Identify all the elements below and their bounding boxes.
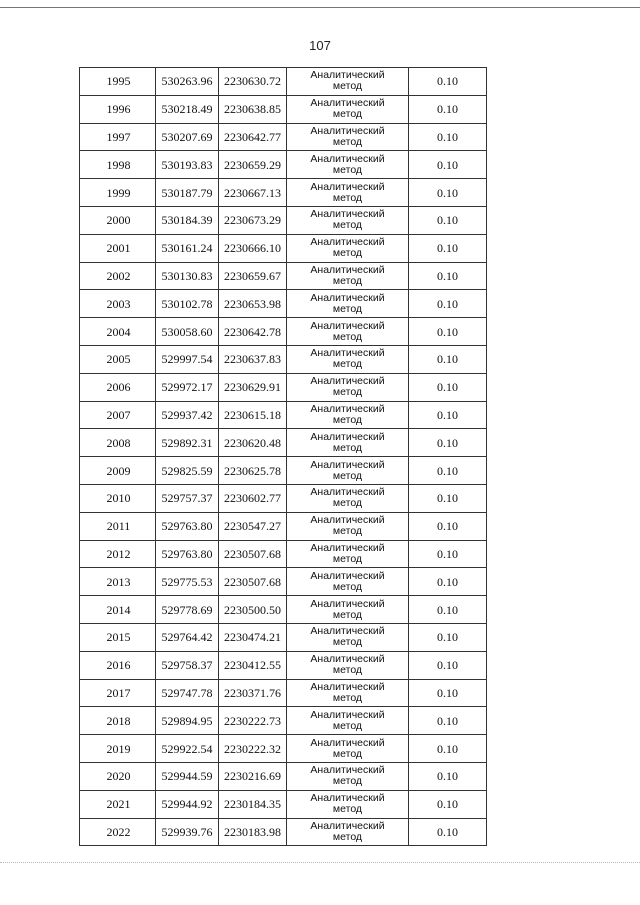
y-coordinate-cell: 2230184.35 <box>219 790 287 818</box>
method-label-line-2: метод <box>332 386 363 399</box>
x-coordinate-cell: 529778.69 <box>156 596 219 624</box>
accuracy-cell: 0.10 <box>409 429 487 457</box>
accuracy-cell: 0.10 <box>409 95 487 123</box>
accuracy-cell: 0.10 <box>409 457 487 485</box>
accuracy-cell: 0.10 <box>409 484 487 512</box>
point-number-cell: 2011 <box>80 512 156 540</box>
method-label-line-1: Аналитический <box>310 653 385 666</box>
method-cell <box>287 735 409 763</box>
point-number-cell: 2012 <box>80 540 156 568</box>
method-cell <box>287 206 409 234</box>
page-number: 107 <box>309 38 331 53</box>
table-row <box>80 206 487 234</box>
point-number-cell: 2013 <box>80 568 156 596</box>
table-row <box>80 818 487 846</box>
method-label-line-1: Аналитический <box>310 708 385 721</box>
method-cell <box>287 484 409 512</box>
method-label-line-1: Аналитический <box>310 458 385 471</box>
table-row <box>80 568 487 596</box>
method-cell <box>287 540 409 568</box>
point-number-cell: 1996 <box>80 95 156 123</box>
point-number-cell: 2009 <box>80 457 156 485</box>
method-label-line-2: метод <box>332 497 363 510</box>
y-coordinate-cell: 2230507.68 <box>219 568 287 596</box>
method-cell <box>287 234 409 262</box>
point-number-cell: 1997 <box>80 123 156 151</box>
method-label-line-1: Аналитический <box>310 236 385 249</box>
method-label-line-2: метод <box>332 691 363 704</box>
point-number-cell: 2015 <box>80 623 156 651</box>
point-number-cell: 2008 <box>80 429 156 457</box>
accuracy-cell: 0.10 <box>409 512 487 540</box>
table-row <box>80 735 487 763</box>
point-number-cell: 2003 <box>80 290 156 318</box>
method-cell <box>287 679 409 707</box>
method-cell <box>287 401 409 429</box>
table-row <box>80 512 487 540</box>
accuracy-cell: 0.10 <box>409 262 487 290</box>
method-label-line-2: метод <box>332 775 363 788</box>
y-coordinate-cell: 2230222.73 <box>219 707 287 735</box>
method-label-line-1: Аналитический <box>310 819 385 832</box>
accuracy-cell: 0.10 <box>409 206 487 234</box>
x-coordinate-cell: 529944.92 <box>156 790 219 818</box>
point-number-cell: 2000 <box>80 206 156 234</box>
point-number-cell: 2010 <box>80 484 156 512</box>
method-label-line-1: Аналитический <box>310 375 385 388</box>
accuracy-cell: 0.10 <box>409 68 487 96</box>
method-label-line-2: метод <box>332 469 363 482</box>
accuracy-cell: 0.10 <box>409 151 487 179</box>
x-coordinate-cell: 529764.42 <box>156 623 219 651</box>
x-coordinate-cell: 529922.54 <box>156 735 219 763</box>
method-cell <box>287 457 409 485</box>
x-coordinate-cell: 530184.39 <box>156 206 219 234</box>
method-cell <box>287 651 409 679</box>
x-coordinate-cell: 530187.79 <box>156 179 219 207</box>
top-rule <box>0 7 640 8</box>
accuracy-cell: 0.10 <box>409 540 487 568</box>
point-number-cell: 2005 <box>80 345 156 373</box>
y-coordinate-cell: 2230629.91 <box>219 373 287 401</box>
method-label-line-2: метод <box>332 135 363 148</box>
y-coordinate-cell: 2230667.13 <box>219 179 287 207</box>
method-cell <box>287 290 409 318</box>
accuracy-cell: 0.10 <box>409 818 487 846</box>
point-number-cell: 2021 <box>80 790 156 818</box>
method-label-line-1: Аналитический <box>310 597 385 610</box>
method-label-line-2: метод <box>332 108 363 121</box>
method-label-line-2: метод <box>332 664 363 677</box>
method-cell <box>287 373 409 401</box>
method-cell <box>287 179 409 207</box>
y-coordinate-cell: 2230222.32 <box>219 735 287 763</box>
table-row <box>80 68 487 96</box>
accuracy-cell: 0.10 <box>409 234 487 262</box>
x-coordinate-cell: 529757.37 <box>156 484 219 512</box>
method-label-line-2: метод <box>332 747 363 760</box>
method-label-line-1: Аналитический <box>310 736 385 749</box>
y-coordinate-cell: 2230642.77 <box>219 123 287 151</box>
method-label-line-1: Аналитический <box>310 180 385 193</box>
accuracy-cell: 0.10 <box>409 651 487 679</box>
method-label-line-1: Аналитический <box>310 541 385 554</box>
x-coordinate-cell: 529939.76 <box>156 818 219 846</box>
accuracy-cell: 0.10 <box>409 345 487 373</box>
method-label-line-2: метод <box>332 580 363 593</box>
method-label-line-2: метод <box>332 636 363 649</box>
method-label-line-2: метод <box>332 719 363 732</box>
method-label-line-2: метод <box>332 247 363 260</box>
accuracy-cell: 0.10 <box>409 596 487 624</box>
table-row <box>80 679 487 707</box>
accuracy-cell: 0.10 <box>409 290 487 318</box>
point-number-cell: 2017 <box>80 679 156 707</box>
accuracy-cell: 0.10 <box>409 568 487 596</box>
method-cell <box>287 790 409 818</box>
table-row <box>80 651 487 679</box>
method-label-line-1: Аналитический <box>310 792 385 805</box>
method-label-line-2: метод <box>332 302 363 315</box>
method-label-line-1: Аналитический <box>310 430 385 443</box>
method-cell <box>287 429 409 457</box>
method-cell <box>287 596 409 624</box>
method-cell <box>287 623 409 651</box>
table-row <box>80 457 487 485</box>
method-label-line-2: метод <box>332 525 363 538</box>
y-coordinate-cell: 2230547.27 <box>219 512 287 540</box>
point-number-cell: 1999 <box>80 179 156 207</box>
footer-scan-line <box>0 862 640 863</box>
point-number-cell: 2016 <box>80 651 156 679</box>
method-label-line-2: метод <box>332 803 363 816</box>
accuracy-cell: 0.10 <box>409 735 487 763</box>
table-row <box>80 151 487 179</box>
y-coordinate-cell: 2230666.10 <box>219 234 287 262</box>
coordinates-table <box>79 67 487 846</box>
table-row <box>80 262 487 290</box>
method-label-line-1: Аналитический <box>310 319 385 332</box>
method-label-line-1: Аналитический <box>310 625 385 638</box>
x-coordinate-cell: 530058.60 <box>156 318 219 346</box>
y-coordinate-cell: 2230653.98 <box>219 290 287 318</box>
x-coordinate-cell: 529972.17 <box>156 373 219 401</box>
y-coordinate-cell: 2230630.72 <box>219 68 287 96</box>
method-label-line-1: Аналитический <box>310 680 385 693</box>
method-label-line-2: метод <box>332 163 363 176</box>
point-number-cell: 2006 <box>80 373 156 401</box>
method-label-line-2: метод <box>332 552 363 565</box>
method-label-line-1: Аналитический <box>310 97 385 110</box>
table-row <box>80 318 487 346</box>
x-coordinate-cell: 529758.37 <box>156 651 219 679</box>
x-coordinate-cell: 529775.53 <box>156 568 219 596</box>
accuracy-cell: 0.10 <box>409 373 487 401</box>
y-coordinate-cell: 2230474.21 <box>219 623 287 651</box>
method-label-line-1: Аналитический <box>310 569 385 582</box>
method-label-line-1: Аналитический <box>310 347 385 360</box>
x-coordinate-cell: 529747.78 <box>156 679 219 707</box>
table-row <box>80 484 487 512</box>
x-coordinate-cell: 529892.31 <box>156 429 219 457</box>
y-coordinate-cell: 2230637.83 <box>219 345 287 373</box>
method-cell <box>287 151 409 179</box>
y-coordinate-cell: 2230371.76 <box>219 679 287 707</box>
method-label-line-1: Аналитический <box>310 208 385 221</box>
table-row <box>80 429 487 457</box>
y-coordinate-cell: 2230659.67 <box>219 262 287 290</box>
x-coordinate-cell: 530207.69 <box>156 123 219 151</box>
x-coordinate-cell: 530161.24 <box>156 234 219 262</box>
method-cell <box>287 318 409 346</box>
method-label-line-2: метод <box>332 441 363 454</box>
method-label-line-1: Аналитический <box>310 152 385 165</box>
method-label-line-1: Аналитический <box>310 263 385 276</box>
y-coordinate-cell: 2230216.69 <box>219 762 287 790</box>
table-row <box>80 179 487 207</box>
y-coordinate-cell: 2230638.85 <box>219 95 287 123</box>
y-coordinate-cell: 2230507.68 <box>219 540 287 568</box>
point-number-cell: 2022 <box>80 818 156 846</box>
point-number-cell: 2002 <box>80 262 156 290</box>
accuracy-cell: 0.10 <box>409 707 487 735</box>
table-row <box>80 95 487 123</box>
table-row <box>80 762 487 790</box>
table-row <box>80 373 487 401</box>
table-row <box>80 707 487 735</box>
point-number-cell: 2019 <box>80 735 156 763</box>
accuracy-cell: 0.10 <box>409 123 487 151</box>
accuracy-cell: 0.10 <box>409 623 487 651</box>
x-coordinate-cell: 529894.95 <box>156 707 219 735</box>
point-number-cell: 2007 <box>80 401 156 429</box>
y-coordinate-cell: 2230615.18 <box>219 401 287 429</box>
method-label-line-2: метод <box>332 830 363 843</box>
method-label-line-1: Аналитический <box>310 514 385 527</box>
y-coordinate-cell: 2230642.78 <box>219 318 287 346</box>
method-label-line-1: Аналитический <box>310 69 385 82</box>
x-coordinate-cell: 530130.83 <box>156 262 219 290</box>
x-coordinate-cell: 530218.49 <box>156 95 219 123</box>
method-cell <box>287 123 409 151</box>
accuracy-cell: 0.10 <box>409 679 487 707</box>
x-coordinate-cell: 529997.54 <box>156 345 219 373</box>
x-coordinate-cell: 530102.78 <box>156 290 219 318</box>
method-label-line-2: метод <box>332 358 363 371</box>
method-label-line-2: метод <box>332 80 363 93</box>
x-coordinate-cell: 530193.83 <box>156 151 219 179</box>
y-coordinate-cell: 2230673.29 <box>219 206 287 234</box>
y-coordinate-cell: 2230602.77 <box>219 484 287 512</box>
point-number-cell: 2018 <box>80 707 156 735</box>
table-row <box>80 290 487 318</box>
method-label-line-2: метод <box>332 219 363 232</box>
y-coordinate-cell: 2230625.78 <box>219 457 287 485</box>
point-number-cell: 2004 <box>80 318 156 346</box>
method-cell <box>287 568 409 596</box>
method-cell <box>287 68 409 96</box>
table-row <box>80 234 487 262</box>
method-label-line-1: Аналитический <box>310 764 385 777</box>
table-row <box>80 401 487 429</box>
method-label-line-1: Аналитический <box>310 124 385 137</box>
x-coordinate-cell: 530263.96 <box>156 68 219 96</box>
coordinates-table-body <box>80 68 487 846</box>
method-label-line-2: метод <box>332 608 363 621</box>
method-label-line-1: Аналитический <box>310 486 385 499</box>
point-number-cell: 1995 <box>80 68 156 96</box>
accuracy-cell: 0.10 <box>409 762 487 790</box>
table-row <box>80 540 487 568</box>
method-label-line-1: Аналитический <box>310 291 385 304</box>
method-label-line-2: метод <box>332 274 363 287</box>
accuracy-cell: 0.10 <box>409 318 487 346</box>
x-coordinate-cell: 529825.59 <box>156 457 219 485</box>
y-coordinate-cell: 2230500.50 <box>219 596 287 624</box>
method-label-line-2: метод <box>332 413 363 426</box>
method-cell <box>287 707 409 735</box>
accuracy-cell: 0.10 <box>409 179 487 207</box>
y-coordinate-cell: 2230659.29 <box>219 151 287 179</box>
table-row <box>80 123 487 151</box>
point-number-cell: 1998 <box>80 151 156 179</box>
table-row <box>80 623 487 651</box>
accuracy-cell: 0.10 <box>409 790 487 818</box>
x-coordinate-cell: 529944.59 <box>156 762 219 790</box>
table-row <box>80 596 487 624</box>
point-number-cell: 2014 <box>80 596 156 624</box>
x-coordinate-cell: 529763.80 <box>156 540 219 568</box>
table-row <box>80 345 487 373</box>
x-coordinate-cell: 529937.42 <box>156 401 219 429</box>
method-label-line-1: Аналитический <box>310 402 385 415</box>
method-cell <box>287 512 409 540</box>
x-coordinate-cell: 529763.80 <box>156 512 219 540</box>
method-cell <box>287 262 409 290</box>
point-number-cell: 2001 <box>80 234 156 262</box>
y-coordinate-cell: 2230412.55 <box>219 651 287 679</box>
method-cell <box>287 345 409 373</box>
table-row <box>80 790 487 818</box>
method-cell <box>287 95 409 123</box>
point-number-cell: 2020 <box>80 762 156 790</box>
method-cell <box>287 762 409 790</box>
method-label-line-2: метод <box>332 191 363 204</box>
y-coordinate-cell: 2230183.98 <box>219 818 287 846</box>
y-coordinate-cell: 2230620.48 <box>219 429 287 457</box>
method-cell <box>287 818 409 846</box>
method-label-line-2: метод <box>332 330 363 343</box>
accuracy-cell: 0.10 <box>409 401 487 429</box>
